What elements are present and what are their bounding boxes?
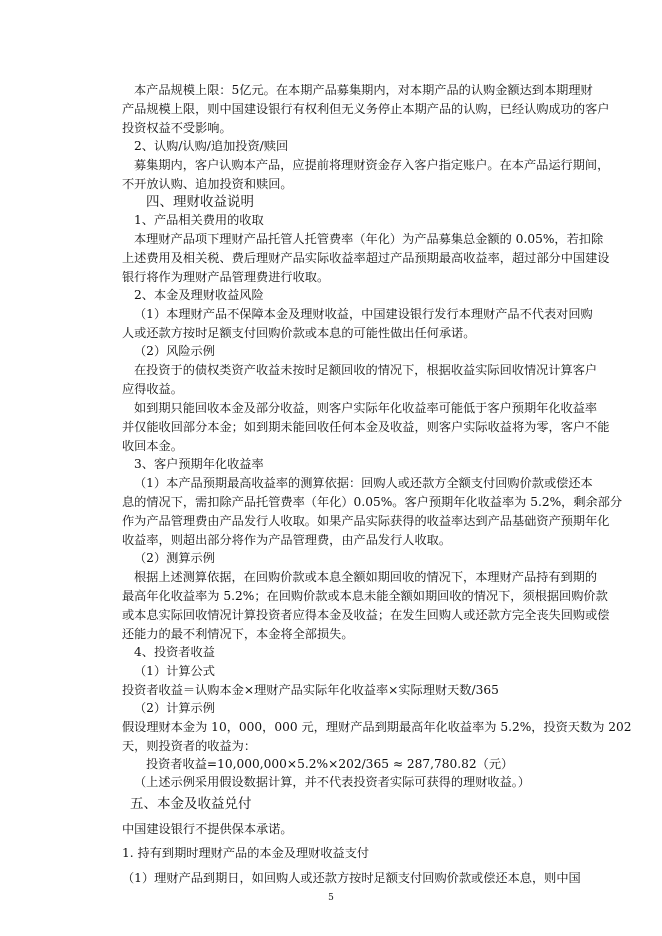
text-line: 作为产品管理费由产品发行人收取。如果产品实际获得的收益率达到产品基础资产预期年化 (122, 514, 610, 528)
section-heading: 1、产品相关费用的收取 (134, 213, 264, 227)
text-line: 本产品规模上限：5亿元。在本期产品募集期内，对本期产品的认购金额达到本期理财 (134, 83, 593, 97)
section-heading: 1. 持有到期时理财产品的本金及理财收益支付 (122, 846, 370, 860)
section-heading: 五、本金及收益兑付 (130, 796, 252, 812)
text-line: （1）本理财产品不保障本金及理财收益，中国建设银行发行本理财产品不代表对回购 (134, 307, 593, 321)
section-heading: 4、投资者收益 (134, 645, 215, 659)
text-line: 中国建设银行不提供保本承诺。 (122, 822, 293, 836)
text-line: 银行将作为理财产品管理费进行收取。 (122, 270, 330, 284)
text-line: 天，则投资者的收益为： (122, 739, 257, 753)
section-heading: （2）计算示例 (134, 701, 215, 715)
text-line: 最高年化收益率为 5.2%；在回购价款或本息未能全额如期回收的情况下，须根据回购价款 (122, 589, 608, 603)
text-line: （1）本产品预期最高收益率的测算依据：回购人或还款方全额支付回购价款或偿还本 (134, 476, 593, 490)
text-line: 上述费用及相关税、费后理财产品实际收益率超过产品预期最高收益率，超过部分中国建设 (122, 251, 610, 265)
text-line: 收回本金。 (122, 439, 183, 453)
text-line: 根据上述测算依据，在回购价款或本息全额如期回收的情况下，本理财产品持有到期的 (134, 570, 598, 584)
text-line: 收益率，则超出部分将作为产品管理费，由产品发行人收取。 (122, 533, 452, 547)
section-heading: 2、认购/认购/追加投资/赎回 (134, 139, 289, 153)
text-line: 不开放认购、追加投资和赎回。 (122, 177, 293, 191)
text-line: 应得收益。 (122, 382, 183, 396)
text-line: 假设理财本金为 10，000，000 元，理财产品到期最高年化收益率为 5.2%，投资天数为 202 (122, 720, 632, 734)
text-line: 在投资于的债权类资产收益未按时足额回收的情况下，根据收益实际回收情况计算客户 (134, 363, 598, 377)
section-heading: （1）计算公式 (134, 664, 215, 678)
formula-line: 投资者收益=10,000,000×5.2%×202/365 ≈ 287,780.82（元） (146, 757, 514, 771)
section-heading: 四、理财收益说明 (146, 194, 254, 210)
page-number: 5 (328, 893, 334, 903)
text-line: 或本息实际回收情况计算投资者应得本金及收益；在发生回购人或还款方完全丧失回购或偿 (122, 608, 610, 622)
note-line: （上述示例采用假设数据计算，并不代表投资者实际可获得的理财收益。） (134, 775, 531, 789)
text-line: 募集期内，客户认购本产品，应提前将理财资金存入客户指定账户。在本产品运行期间， (134, 158, 610, 172)
text-line: 并仅能收回部分本金；如到期未能回收任何本金及收益，则客户实际收益将为零，客户不能 (122, 420, 610, 434)
text-line: 如到期只能回收本金及部分收益，则客户实际年化收益率可能低于客户预期年化收益率 (134, 401, 598, 415)
text-line: 人或还款方按时足额支付回购价款或本息的可能性做出任何承诺。 (122, 326, 476, 340)
text-line: 产品规模上限，则中国建设银行有权利但无义务停止本期产品的认购，已经认购成功的客户 (122, 102, 610, 116)
section-heading: （2）测算示例 (134, 551, 215, 565)
section-heading: 3、客户预期年化收益率 (134, 457, 264, 471)
text-line: 息的情况下，需扣除产品托管费率（年化）0.05%。客户预期年化收益率为 5.2%，剩余部分 (122, 495, 623, 509)
text-line: （1）理财产品到期日，如回购人或还款方按时足额支付回购价款或偿还本息，则中国 (122, 871, 581, 885)
text-line: 投资权益不受影响。 (122, 121, 232, 135)
section-heading: 2、本金及理财收益风险 (134, 288, 264, 302)
formula-line: 投资者收益＝认购本金×理财产品实际年化收益率×实际理财天数/365 (122, 683, 499, 697)
text-line: 还能力的最不利情况下，本金将全部损失。 (122, 627, 354, 641)
text-line: 本理财产品项下理财产品托管人托管费率（年化）为产品募集总金额的 0.05%，若扣除 (134, 232, 604, 246)
section-heading: （2）风险示例 (134, 344, 215, 358)
